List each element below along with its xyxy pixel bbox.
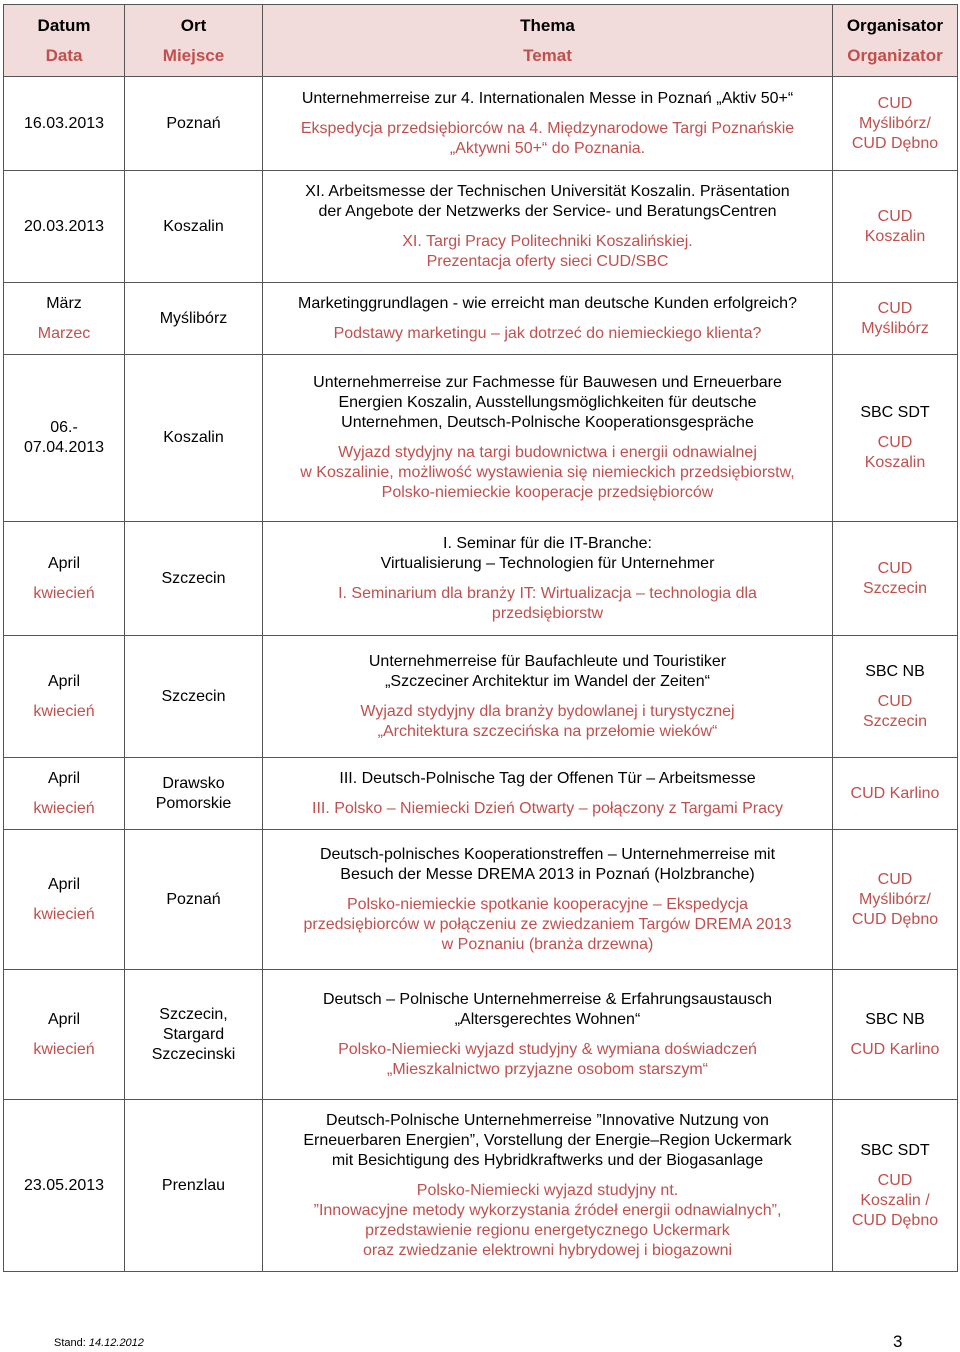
topic-pl-line: Polsko-Niemiecki wyjazd studyjny & wymiana doświadczeń <box>338 1040 757 1058</box>
topic-pl-line: „Mieszkalnictwo przyjazne osobom starszym“ <box>387 1060 708 1078</box>
date-line: März <box>46 294 82 312</box>
topic-pl-line: „Architektura szczecińska na przełomie wieków“ <box>377 722 718 740</box>
organizer-line: CUD <box>877 207 913 225</box>
topic-de-line: XI. Arbeitsmesse der Technischen Universität Koszalin. Präsentation <box>305 182 790 200</box>
header-topic-pl: Temat <box>523 45 572 65</box>
date-cell <box>4 970 125 1100</box>
place-cell <box>125 171 263 283</box>
place-line: Szczecin, <box>159 1005 228 1023</box>
topic-de-line: Unternehmerreise zur Fachmesse für Bauwesen und Erneuerbare <box>313 374 782 391</box>
date-line: kwiecień <box>33 1040 95 1058</box>
topic-de-line: Unternehmen, Deutsch-Polnische Kooperationsgespräche <box>341 414 754 431</box>
date-cell <box>4 283 125 355</box>
table-row <box>4 77 958 171</box>
organizer-line: Szczecin <box>862 712 928 730</box>
topic-polish <box>271 895 824 955</box>
organizer-cell <box>833 970 958 1100</box>
topic-pl-line: XI. Targi Pracy Politechniki Koszalińskiej. <box>402 232 693 250</box>
date-cell <box>4 522 125 636</box>
place-cell <box>125 522 263 636</box>
topic-cell <box>263 522 833 636</box>
date-line: 06.- <box>50 419 78 436</box>
place-cell <box>125 830 263 970</box>
place-line: Poznań <box>166 114 221 132</box>
topic-cell <box>263 355 833 522</box>
header-place-pl: Miejsce <box>162 45 225 65</box>
topic-de-line: Deutsch – Polnische Unternehmerreise & Erfahrungsaustausch <box>322 990 773 1008</box>
organizer-line: Myślibórz/ <box>858 890 931 908</box>
header-place-de: Ort <box>180 15 207 35</box>
topic-pl-line: Polsko-Niemiecki wyjazd studyjny nt. <box>416 1181 679 1199</box>
place-line: Prenzlau <box>161 1176 226 1194</box>
table-row <box>4 283 958 355</box>
topic-pl-line: w Koszalinie, możliwość wystawienia się niemieckich przedsiębiorstw, <box>300 464 795 481</box>
topic-cell <box>263 636 833 758</box>
page-number: 3 <box>893 1332 903 1351</box>
date-line: kwiecień <box>33 702 95 720</box>
topic-de-line: Erneuerbaren Energien”, Vorstellung der Energie–Region Uckermark <box>303 1131 792 1149</box>
header-organizer-de: Organisator <box>846 15 944 35</box>
header-organizer <box>833 5 958 77</box>
date-cell <box>4 77 125 171</box>
organizer-line: CUD Karlino <box>850 1040 940 1058</box>
date-line: April <box>47 1010 80 1028</box>
topic-cell <box>263 758 833 830</box>
organizer-line: Myślibórz <box>861 319 929 337</box>
events-table <box>3 4 958 1272</box>
topic-cell <box>263 830 833 970</box>
table-row <box>4 171 958 283</box>
table-row <box>4 758 958 830</box>
topic-de-line: Deutsch-polnisches Kooperationstreffen – Unternehmerreise mit <box>319 845 776 863</box>
topic-german <box>271 373 824 433</box>
organizer-line: CUD <box>877 559 913 577</box>
table-row <box>4 355 958 522</box>
topic-polish <box>271 799 824 819</box>
place-line: Poznań <box>166 890 221 908</box>
place-line: Pomorskie <box>155 794 232 812</box>
header-date <box>4 5 125 77</box>
stand-date: 14.12.2012 <box>88 1337 144 1349</box>
place-line: Koszalin <box>163 429 224 446</box>
date-cell <box>4 636 125 758</box>
table-row <box>4 830 958 970</box>
topic-cell <box>263 970 833 1100</box>
topic-polish <box>271 232 824 272</box>
organizer-line: CUD Dębno <box>851 1211 939 1229</box>
place-cell <box>125 758 263 830</box>
topic-de-line: Unternehmerreise zur 4. Internationalen Messe in Poznań „Aktiv 50+“ <box>301 89 794 107</box>
topic-german <box>271 1111 824 1171</box>
table-row <box>4 970 958 1100</box>
topic-german <box>271 294 824 314</box>
topic-pl-line: Polsko-niemieckie kooperacje przedsiębiorców <box>381 484 714 501</box>
organizer-line: SBC NB <box>865 662 925 680</box>
place-line: Szczecin <box>161 687 226 705</box>
header-place <box>125 5 263 77</box>
date-line: kwiecień <box>33 905 95 923</box>
topic-de-line: „Altersgerechtes Wohnen“ <box>454 1010 641 1028</box>
organizer-line: CUD Dębno <box>851 134 939 152</box>
topic-de-line: Marketinggrundlagen - wie erreicht man deutsche Kunden erfolgreich? <box>298 294 797 312</box>
date-cell <box>4 1100 125 1272</box>
topic-cell <box>263 283 833 355</box>
date-line: 23.05.2013 <box>23 1176 105 1194</box>
organizer-cell <box>833 283 958 355</box>
organizer-line: Koszalin <box>864 454 926 471</box>
topic-de-line: III. Deutsch-Polnische Tag der Offenen Tür – Arbeitsmesse <box>339 769 756 787</box>
header-date-pl: Data <box>45 45 83 65</box>
organizer-line: Koszalin <box>864 227 926 245</box>
topic-pl-line: Podstawy marketingu – jak dotrzeć do niemieckiego klienta? <box>333 324 762 342</box>
topic-de-line: mit Besichtigung des Hybridkraftwerks und der Biogasanlage <box>331 1151 764 1169</box>
topic-cell <box>263 1100 833 1272</box>
table-header-row <box>4 5 958 77</box>
organizer-cell <box>833 171 958 283</box>
organizer-line: CUD Dębno <box>851 910 939 928</box>
organizer-line: CUD <box>877 94 913 112</box>
place-line: Szczecinski <box>151 1045 236 1063</box>
topic-pl-line: Polsko-niemieckie spotkanie kooperacyjne – Ekspedycja <box>346 895 749 913</box>
organizer-cell <box>833 77 958 171</box>
organizer-cell <box>833 830 958 970</box>
date-cell <box>4 171 125 283</box>
organizer-cell <box>833 355 958 522</box>
topic-pl-line: przedsiębiorstw <box>491 604 604 622</box>
date-line: April <box>47 672 80 690</box>
date-line: kwiecień <box>33 584 95 602</box>
topic-pl-line: „Aktywni 50+“ do Poznania. <box>449 139 646 157</box>
date-line: April <box>47 875 80 893</box>
date-cell <box>4 355 125 522</box>
topic-german <box>271 652 824 692</box>
topic-german <box>271 89 824 109</box>
topic-polish <box>271 1181 824 1261</box>
topic-german <box>271 769 824 789</box>
topic-german <box>271 990 824 1030</box>
organizer-line: CUD <box>877 870 913 888</box>
topic-german <box>271 845 824 885</box>
date-line: 16.03.2013 <box>23 114 105 132</box>
place-cell <box>125 355 263 522</box>
date-cell <box>4 830 125 970</box>
topic-pl-line: w Poznaniu (branża drzewna) <box>441 935 654 953</box>
topic-pl-line: Prezentacja oferty sieci CUD/SBC <box>426 252 669 270</box>
date-line: April <box>47 554 80 572</box>
topic-pl-line: ”Innowacyjne metody wykorzystania źródeł energii odnawialnych”, <box>313 1201 782 1219</box>
topic-de-line: der Angebote der Netzwerks der Service- und BeratungsCentren <box>318 202 777 220</box>
place-line: Myślibórz <box>159 309 228 327</box>
header-date-de: Datum <box>37 15 91 35</box>
topic-polish <box>271 119 824 159</box>
table-row <box>4 522 958 636</box>
place-cell <box>125 77 263 171</box>
date-line: kwiecień <box>33 799 95 817</box>
organizer-line: CUD <box>877 299 913 317</box>
topic-de-line: I. Seminar für die IT-Branche: <box>443 534 652 552</box>
topic-de-line: Besuch der Messe DREMA 2013 in Poznań (Holzbranche) <box>340 865 755 883</box>
topic-pl-line: przedsiębiorców w połączeniu ze zwiedzaniem Targów DREMA 2013 <box>303 915 792 933</box>
topic-de-line: Unternehmerreise für Baufachleute und Touristiker <box>368 652 727 670</box>
organizer-line: Koszalin / <box>860 1191 930 1209</box>
topic-pl-line: III. Polsko – Niemiecki Dzień Otwarty – połączony z Targami Pracy <box>312 799 783 817</box>
topic-de-line: Energien Koszalin, Ausstellungsmöglichkeiten für deutsche <box>338 394 757 411</box>
place-cell <box>125 970 263 1100</box>
topic-cell <box>263 77 833 171</box>
topic-pl-line: I. Seminarium dla branży IT: Wirtualizacja – technologia dla <box>338 584 757 602</box>
place-cell <box>125 636 263 758</box>
topic-polish <box>271 702 824 742</box>
place-line: Koszalin <box>163 217 224 235</box>
organizer-line: Szczecin <box>862 579 928 597</box>
date-line: Marzec <box>37 324 91 342</box>
topic-polish <box>271 1040 824 1080</box>
date-line: April <box>47 769 80 787</box>
topic-pl-line: Ekspedycja przedsiębiorców na 4. Międzynarodowe Targi Poznańskie <box>300 119 795 137</box>
topic-polish <box>271 324 824 344</box>
organizer-line: Myślibórz/ <box>858 114 931 132</box>
topic-polish <box>271 584 824 624</box>
topic-cell <box>263 171 833 283</box>
footer-stand <box>54 1337 144 1349</box>
organizer-cell <box>833 522 958 636</box>
topic-pl-line: Wyjazd stydyjny dla branży bydowlanej i turystycznej <box>360 702 735 720</box>
organizer-line: CUD Karlino <box>850 784 940 802</box>
organizer-line: CUD <box>877 434 913 451</box>
organizer-line: CUD <box>877 1171 913 1189</box>
date-line: 20.03.2013 <box>23 217 105 235</box>
place-line: Drawsko <box>162 774 225 792</box>
organizer-line: CUD <box>877 692 913 710</box>
topic-pl-line: Wyjazd stydyjny na targi budownictwa i energii odnawialnej <box>338 444 757 461</box>
topic-german <box>271 182 824 222</box>
organizer-line: SBC SDT <box>860 1141 930 1159</box>
table-row <box>4 1100 958 1272</box>
topic-pl-line: oraz zwiedzanie elektrowni hybrydowej i biogazowni <box>362 1241 733 1259</box>
date-cell <box>4 758 125 830</box>
place-line: Stargard <box>162 1025 225 1043</box>
table-body <box>4 77 958 1272</box>
place-line: Szczecin <box>161 569 226 587</box>
organizer-cell <box>833 758 958 830</box>
organizer-line: SBC NB <box>865 1010 925 1028</box>
organizer-line: SBC SDT <box>860 404 930 421</box>
organizer-cell <box>833 636 958 758</box>
place-cell <box>125 283 263 355</box>
topic-de-line: Deutsch-Polnische Unternehmerreise ”Innovative Nutzung von <box>326 1111 769 1129</box>
topic-de-line: „Szczeciner Architektur im Wandel der Zeiten“ <box>385 672 710 690</box>
topic-pl-line: przedstawienie regionu energetycznego Uckermark <box>365 1221 730 1239</box>
stand-label: Stand: <box>54 1337 89 1349</box>
topic-german <box>271 534 824 574</box>
header-topic <box>263 5 833 77</box>
table-row <box>4 636 958 758</box>
header-organizer-pl: Organizator <box>847 45 943 65</box>
organizer-cell <box>833 1100 958 1272</box>
topic-polish <box>271 443 824 503</box>
date-line: 07.04.2013 <box>23 439 105 456</box>
topic-de-line: Virtualisierung – Technologien für Unternehmer <box>380 554 715 572</box>
place-cell <box>125 1100 263 1272</box>
header-topic-de: Thema <box>520 15 575 35</box>
